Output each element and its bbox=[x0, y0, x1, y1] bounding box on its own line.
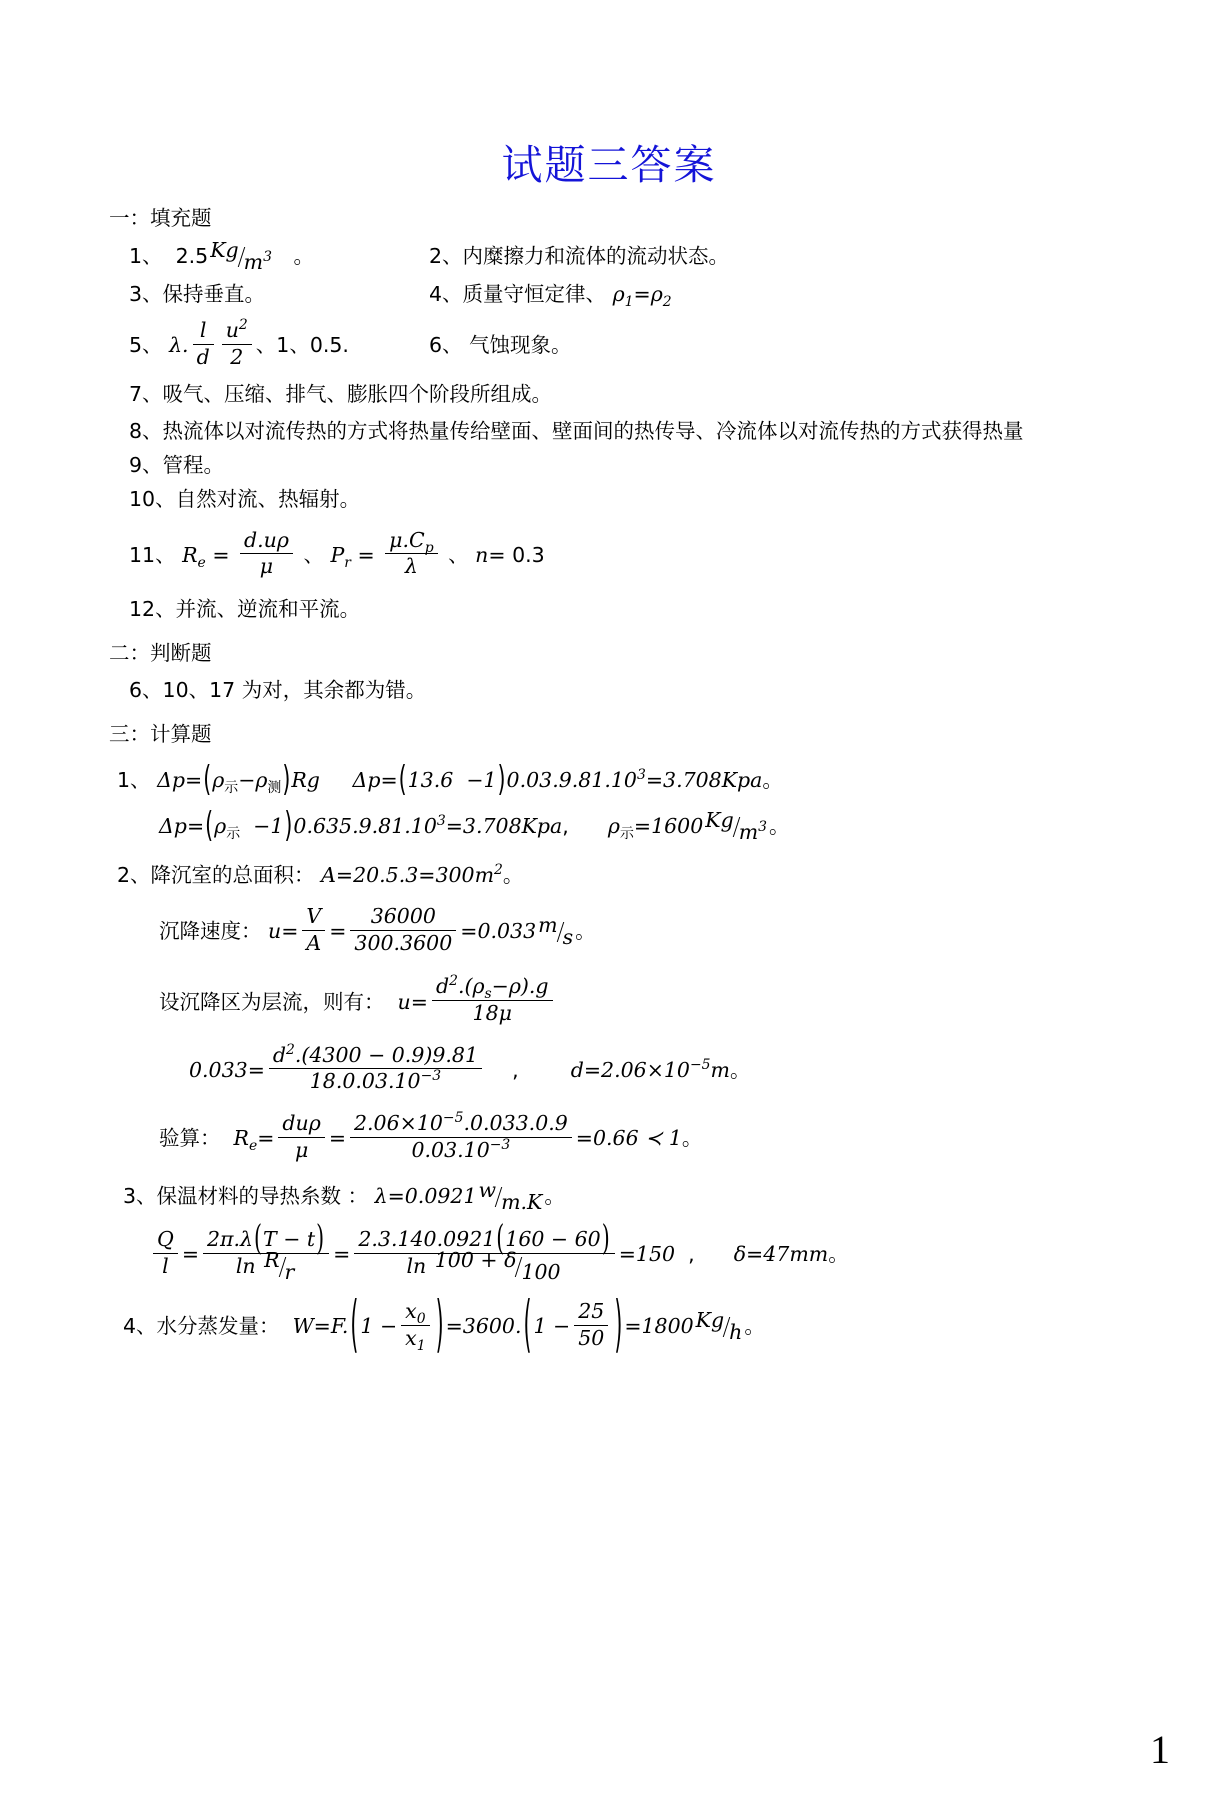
fill-in-item-12: 12、并流、逆流和平流。 bbox=[129, 596, 361, 621]
calc-problem-3-line-2: $\frac{Q}{l}$ = $\frac{2\pi.\lambda(T - t)}{\text{ln R r}}$ = $\frac{2.3.140.0921(160 - 60)}{\ln 100 + \delta 100}$ = 150 , δ = 47mm 。 bbox=[149, 1229, 1129, 1281]
page-title: 试题三答案 bbox=[501, 141, 717, 189]
section-heading-fill-in: 一：填充题 bbox=[109, 206, 212, 230]
fill-in-item-9: 9、管程。 bbox=[129, 453, 225, 478]
document-page bbox=[0, 132, 1218, 1815]
document-body bbox=[89, 203, 1129, 1361]
fill-in-item-4: 4、质量守恒定律、 $\rho_1=\rho_2$ bbox=[429, 281, 672, 310]
page-number: 1 bbox=[1150, 1727, 1170, 1772]
fill-in-row-1-2 bbox=[129, 237, 1129, 274]
calc-problem-2-line-1: 2、降沉室的总面积： A = 20.5.3 = $300m^2$ 。 bbox=[117, 862, 524, 888]
true-false-answer: 6、10、17 为对，其余都为错。 bbox=[129, 678, 427, 703]
section-heading-true-false: 二：判断题 bbox=[109, 640, 212, 665]
fill-in-item-10: 10、自然对流、热辐射。 bbox=[129, 486, 361, 511]
fill-in-item-3: 3、保持垂直。 bbox=[129, 281, 266, 306]
fill-in-row-5-6 bbox=[129, 317, 1129, 372]
calc-problem-3-line-1: 3、保温材料的导热糸数 ： λ = 0.0921 w m.K 。 bbox=[123, 1178, 565, 1215]
fill-in-item-2: 2、内糜擦力和流体的流动状态。 bbox=[429, 243, 730, 268]
fill-in-row-3-4 bbox=[129, 279, 1129, 311]
calc-problem-2-line-4: 0.033 = $\frac{d^2.(4300 - 0.9)9.81}{18.0.03.10^{-3}}$ , d = $2.06\times 10^{-5}m$ 。 bbox=[189, 1041, 751, 1094]
calc-problem-2-line-2: 沉降速度： u = $\frac{V}{A}$ = $\frac{36000}{300.3600}$ = 0.033 m s 。 bbox=[159, 904, 596, 955]
fill-in-item-6: 6、 气蚀现象。 bbox=[429, 333, 572, 358]
fill-in-item-1: 1、 2.5Kg $m^3$ 。 bbox=[129, 237, 315, 274]
fill-in-item-11: 11、 $R_e$ = $\frac{d.u\rho}{\mu}$ 、 $P_r$ = $\frac{\mu.C_p}{\lambda}$ 、 n = 0.3 bbox=[129, 527, 545, 579]
calc-problem-1-line-1: 1、 Δp = ( $\rho_示$ $-\rho_测$ ) Rg Δp = ( 13.6 −1 ) 0.03.9.81.10$^3$ = 3.708Kpa 。 bbox=[117, 757, 783, 799]
calc-problem-4-line-1: 4、水分蒸发量： W = F. ( 1 − $\frac{x_0}{x_1}$ ) = 3600. ( 1 − $\frac{25}{50}$ ) = 1800 Kg h 。 bbox=[123, 1288, 765, 1361]
section-heading-calculation: 三：计算题 bbox=[109, 722, 212, 747]
calc-problem-2-line-5: 验算： $R_e$ = $\frac{\text{duρ}}{\mu}$ = $\frac{2.06\times 10^{-5}.0.033.0.9}{0.03.10^{-3}}$ = 0.66 ≺ 1 。 bbox=[159, 1110, 703, 1162]
fill-in-item-7: 7、吸气、压缩、排气、膨胀四个阶段所组成。 bbox=[129, 381, 553, 406]
fill-in-item-8: 8、热流体以对流传热的方式将热量传给壁面、壁面间的热传导、冷流体以对流传热的方式获得热量 bbox=[129, 419, 1024, 444]
calc-problem-1-line-2: Δp = ( $\rho_示$ −1 ) 0.635.9.81.10$^3$ = 3.708Kpa , $\rho_示$ = 1600 Kg $m^3$ 。 bbox=[159, 803, 790, 845]
fill-in-item-5: 5、 λ. $\frac{l}{d}$ $\frac{u^2}{2}$ 、1、0.5. bbox=[129, 317, 349, 369]
calc-problem-2-line-3: 设沉降区为层流，则有： u = $\frac{d^2.(\rho_s-\rho).g}{18\mu}$ bbox=[159, 976, 1129, 1028]
